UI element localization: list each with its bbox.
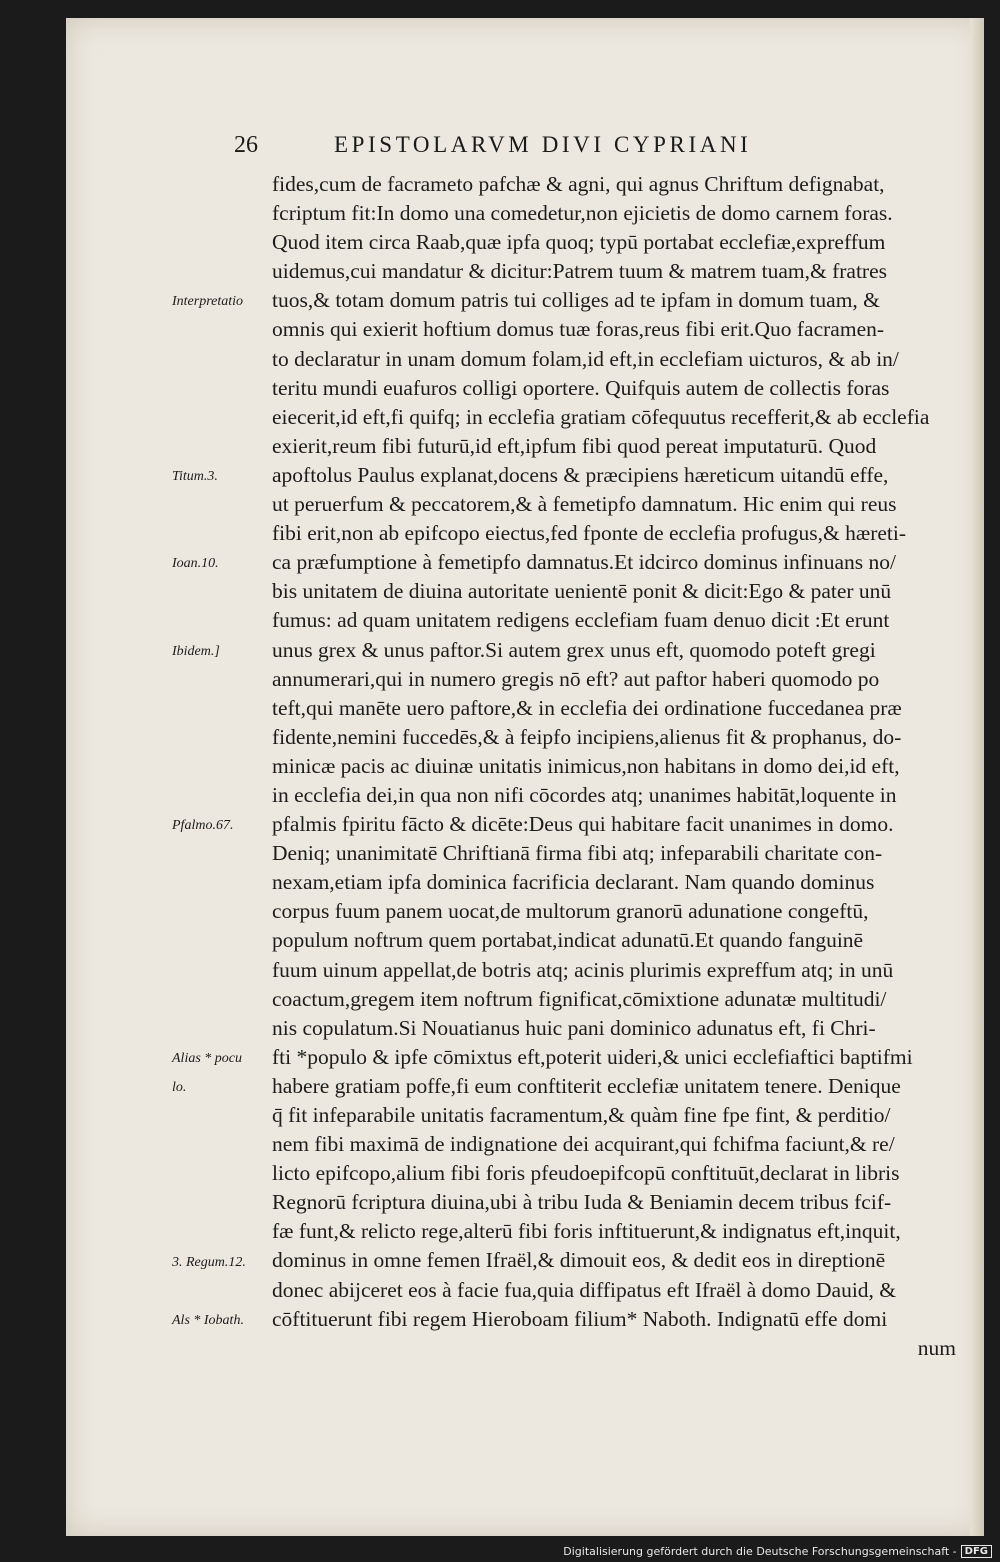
page-header	[66, 124, 984, 164]
text-line: q̄ fit infeparabile unitatis facramentum,& quàm fine fpe fint, & perditio/	[272, 1103, 891, 1127]
text-line: unus grex & unus paftor.Si autem grex unus eft, quomodo poteft gregi	[272, 637, 876, 662]
text-line: habere gratiam poffe,fi eum conftiterit ecclefiæ unitatem tenere. Denique	[272, 1073, 901, 1098]
margin-note: 3. Regum.12.	[172, 1254, 246, 1270]
margin-note: Als * Iobath.	[172, 1312, 244, 1328]
text-line: uidemus,cui mandatur & dicitur:Patrem tuum & matrem tuam,& fratres	[272, 259, 887, 284]
text-line: fibi erit,non ab epifcopo eiectus,fed fponte de ecclefia profugus,& hæreti-	[272, 521, 907, 546]
dfg-logo-icon: DFG	[961, 1545, 992, 1558]
text-line: pfalmis fpiritu fācto & dicēte:Deus qui habitare facit unanimes in domo.	[272, 812, 894, 837]
text-line: omnis qui exierit hoftium domus tuæ foras,reus fibi erit.Quo facramen-	[272, 317, 885, 342]
text-line: in ecclefia dei,in qua non nifi cōcordes atq; unanimes habitāt,loquente in	[272, 782, 897, 807]
text-line: nis copulatum.Si Nouatianus huic pani dominico adunatus eft, fi Chri-	[272, 1015, 876, 1040]
text-line: ca præfumptione à femetipfo damnatus.Et idcirco dominus infinuans no/	[272, 550, 896, 575]
text-line: populum noftrum quem portabat,indicat adunatū.Et quando fanguinē	[272, 928, 864, 953]
margin-note: Interpretatio	[172, 294, 244, 310]
funding-credit: Digitalisierung gefördert durch die Deutsche Forschungsgemeinschaft -	[563, 1545, 957, 1558]
text-line: fumus: ad quam unitatem redigens ecclefiam fuam denuo dicit :Et erunt	[272, 608, 890, 633]
text-line: ut peruerfum & peccatorem,& à femetipfo damnatum. Hic enim qui reus	[272, 492, 897, 517]
text-line: dominus in omne femen Ifraël,& dimouit eos, & dedit eos in direptionē	[272, 1248, 886, 1273]
text-line: to declaratur in unam domum folam,id eft,in ecclefiam uicturos, & ab in/	[272, 346, 899, 371]
text-line: cōftituerunt fibi regem Hieroboam filium* Naboth. Indignatū effe domi	[272, 1306, 888, 1331]
text-line: Regnorū fcriptura diuina,ubi à tribu Iuda & Beniamin decem tribus fcif-	[272, 1190, 892, 1215]
digitization-footer	[563, 1545, 992, 1558]
margin-note: Alias * pocu	[172, 1051, 242, 1066]
book-page	[66, 18, 984, 1536]
margin-note: Pfalmo.67.	[172, 818, 234, 834]
text-line: fæ funt,& relicto rege,alterū fibi foris inftituerunt,& indignatus eft,inquit,	[272, 1219, 901, 1244]
text-line: nexam,etiam ipfa dominica facrificia declarant. Nam quando dominus	[272, 870, 875, 895]
text-line: fidente,nemini fuccedēs,& à feipfo incipiens,alienus fit & prophanus, do-	[272, 724, 902, 749]
text-line: teft,qui manēte uero paftore,& in ecclefia dei ordinatione fuccedanea præ	[272, 695, 902, 720]
text-line: exierit,reum fibi futurū,id eft,ipfum fibi quod pereat imputaturū. Quod	[272, 433, 877, 458]
text-line: num	[917, 1335, 956, 1360]
text-line: minicæ pacis ac diuinæ unitatis inimicus,non habitans in domo dei,id eft,	[272, 753, 900, 778]
margin-note: Ibidem.]	[172, 643, 220, 659]
text-line: Quod item circa Raab,quæ ipfa quoq; typū portabat ecclefiæ,expreffum	[272, 230, 886, 255]
text-line: bis unitatem de diuina autoritate uenientē ponit & dicit:Ego & pater unū	[272, 579, 892, 604]
text-line: fti *populo & ipfe cōmixtus eft,poterit uideri,& unici ecclefiaftici baptifmi	[272, 1044, 913, 1069]
text-line: donec abijceret eos à facie fua,quia diffipatus eft Ifraël à domo Dauid, &	[272, 1277, 897, 1302]
body-text	[272, 170, 962, 1363]
text-line: eiecerit,id eft,fi quifq; in ecclefia gratiam cōfequutus recefferit,& ab ecclefia	[272, 404, 930, 429]
text-line: annumerari,qui in numero gregis nō eft? aut paftor haberi quomodo po	[272, 666, 880, 691]
text-line: apoftolus Paulus explanat,docens & præcipiens hæreticum uitandū effe,	[272, 462, 889, 487]
margin-note: lo.	[172, 1080, 187, 1096]
running-head: EPISTOLARVM DIVI CYPRIANI	[334, 132, 752, 157]
page-number: 26	[234, 132, 258, 158]
text-line: coactum,gregem item noftrum fignificat,cōmixtione adunatæ multitudi/	[272, 986, 887, 1011]
text-line: nem fibi maximā de indignatione dei acquirant,qui fchifma faciunt,& re/	[272, 1132, 895, 1157]
text-line: fuum uinum appellat,de botris atq; acinis plurimis expreffum atq; in unū	[272, 957, 894, 982]
text-line: tuos,& totam domum patris tui colliges ad te ipfam in domum tuam, &	[272, 288, 880, 313]
margin-note: Ioan.10.	[172, 556, 219, 572]
margin-note: Titum.3.	[172, 469, 218, 484]
text-line: fcriptum fit:In domo una comedetur,non ejicietis de domo carnem foras.	[272, 201, 893, 226]
text-line: corpus fuum panem uocat,de multorum granorū adunatione congeftū,	[272, 899, 869, 924]
text-line: Deniq; unanimitatē Chriftianā firma fibi atq; infeparabili charitate con-	[272, 841, 883, 866]
text-line: licto epifcopo,alium fibi foris pfeudoepifcopū conftituūt,declarat in libris	[272, 1161, 900, 1186]
text-line: teritu mundi euafuros colligi oportere. Quifquis autem de collectis foras	[272, 375, 890, 400]
text-line: fides,cum de facrameto pafchæ & agni, qui agnus Chriftum defignabat,	[272, 172, 885, 196]
page-edge	[970, 18, 984, 1536]
